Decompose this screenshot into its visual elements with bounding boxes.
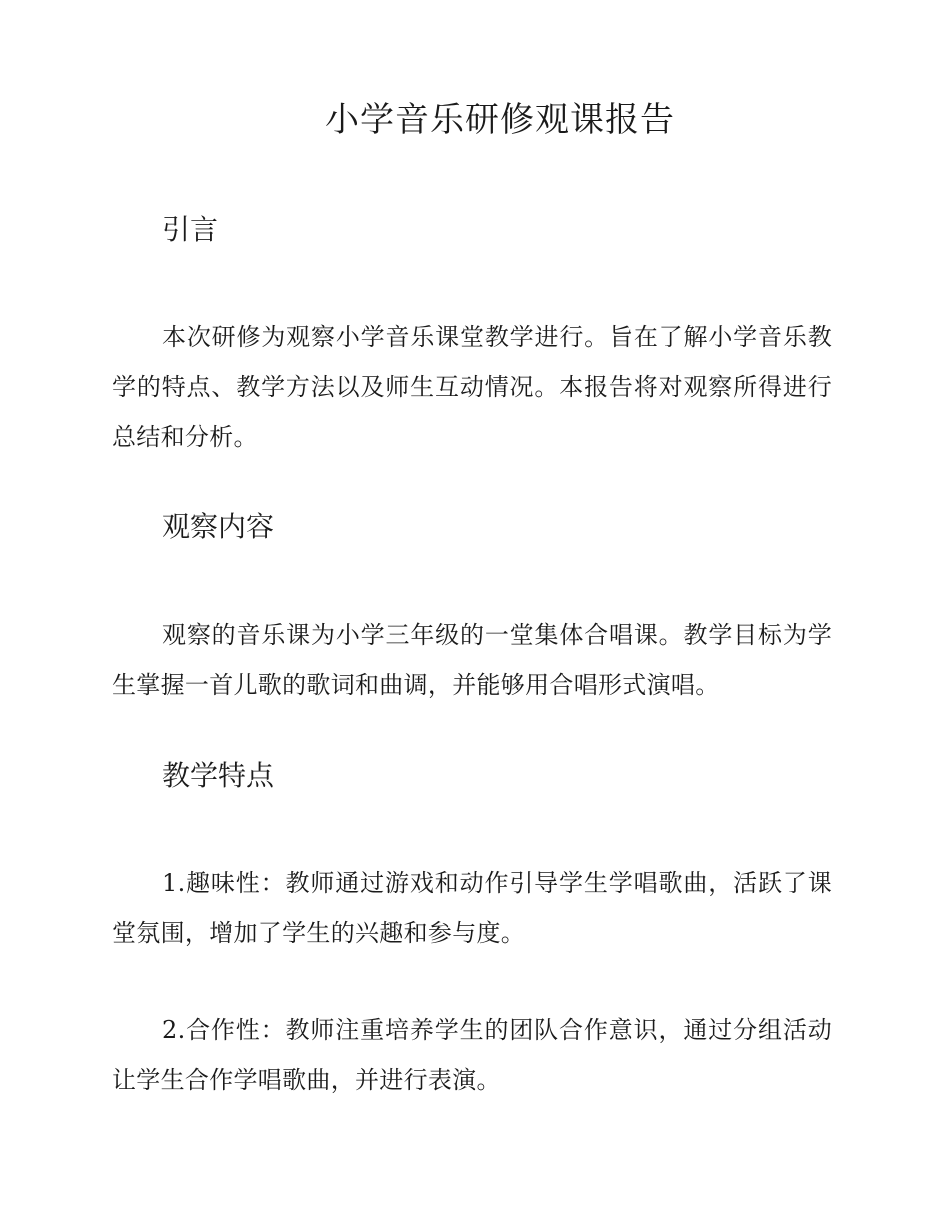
section-heading-teaching-features: 教学特点 (162, 759, 275, 792)
section-paragraph-feature-2: 2.合作性：教师注重培养学生的团队合作意识，通过分组活动让学生合作学唱歌曲，并进行表演。 (112, 1016, 832, 1094)
section-heading-introduction: 引言 (162, 213, 219, 246)
section-paragraph-feature-1: 1.趣味性：教师通过游戏和动作引导学生学唱歌曲，活跃了课堂氛围，增加了学生的兴趣和参与度。 (112, 869, 832, 947)
section-paragraph-introduction: 本次研修为观察小学音乐课堂教学进行。旨在了解小学音乐教学的特点、教学方法以及师生互动情况。本报告将对观察所得进行总结和分析。 (112, 323, 832, 451)
section-heading-observation: 观察内容 (162, 510, 275, 543)
section-paragraph-observation: 观察的音乐课为小学三年级的一堂集体合唱课。教学目标为学生掌握一首儿歌的歌词和曲调，并能够用合唱形式演唱。 (112, 621, 832, 699)
document-title: 小学音乐研修观课报告 (325, 100, 675, 140)
